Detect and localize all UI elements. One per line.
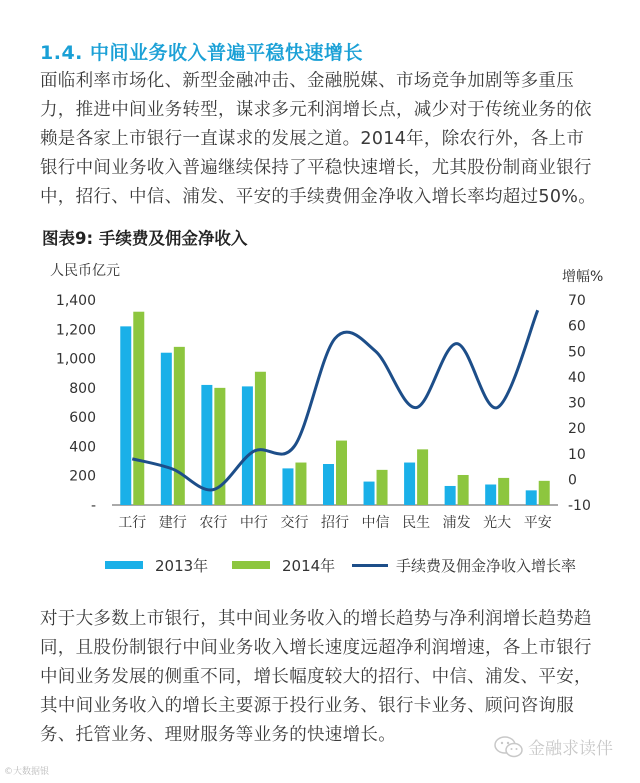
bar-2013 [120, 326, 131, 505]
figure-title: 图表9: 手续费及佣金净收入 [42, 229, 248, 248]
y-right-tick-label: 30 [568, 395, 586, 412]
x-tick-label: 中行 [239, 515, 268, 531]
paragraph-line: 其中间业务收入的增长主要源于投行业务、银行卡业务、顾问咨询服 [40, 696, 574, 716]
paragraph-line: 对于大多数上市银行，其中间业务收入的增长趋势与净利润增长趋势趋 [40, 609, 592, 629]
y-right-tick-label: 50 [568, 344, 586, 361]
bar-2014 [174, 347, 185, 505]
bar-2013 [445, 486, 456, 505]
paragraph-line: 中，招行、中信、浦发、平安的手续费佣金净收入增长率均超过50%。 [40, 187, 596, 207]
x-tick-label: 招行 [321, 515, 349, 531]
legend-swatch-2014 [232, 561, 270, 569]
y-right-tick-label: 20 [568, 421, 586, 438]
legend-swatch-2013 [105, 561, 143, 569]
watermark-text: 金融求读伴 [528, 739, 613, 759]
y-axis-right-title: 增幅% [562, 269, 604, 285]
paragraph-line: 银行中间业务收入普遍继续保持了平稳快速增长，尤其股份制商业银行 [40, 158, 592, 178]
y-right-tick-label: 60 [568, 318, 586, 335]
bar-2014 [377, 470, 388, 505]
x-tick-label: 浦发 [442, 515, 471, 531]
bar-2013 [323, 464, 334, 505]
bar-2013 [161, 353, 172, 505]
legend-label-growth: 手续费及佣金净收入增长率 [396, 556, 577, 575]
section-heading: 1.4. 中间业务收入普遍平稳快速增长 [40, 42, 363, 64]
paragraph-line: 赖是各家上市银行一直谋求的发展之道。2014年，除农行外，各上市 [40, 129, 585, 149]
legend-swatch-growth [352, 564, 388, 567]
analysis-paragraph [40, 605, 620, 750]
bar-2014 [417, 449, 428, 505]
x-tick-label: 农行 [199, 515, 228, 531]
bar-2014 [498, 478, 509, 505]
y-left-tick-label: 600 [69, 410, 96, 427]
bar-2013 [282, 468, 293, 505]
legend-label-2013: 2013年 [155, 556, 209, 575]
wechat-icon [494, 735, 524, 759]
bar-2014 [458, 475, 469, 505]
intro-paragraph [40, 67, 620, 212]
y-left-tick-label: 1,000 [55, 351, 96, 368]
bar-2014 [295, 463, 306, 505]
y-right-tick-label: 70 [568, 293, 586, 309]
x-tick-label: 光大 [483, 515, 512, 531]
legend-item-2014 [232, 553, 335, 577]
y-left-tick-label: 1,200 [55, 322, 96, 339]
bar-2014 [255, 372, 266, 505]
paragraph-line: 务、托管业务、理财服务等业务的快速增长。 [40, 725, 396, 745]
y-right-tick-label: 10 [568, 446, 586, 463]
legend-item-2013 [105, 553, 208, 577]
legend-item-growth [352, 553, 576, 577]
bar-2014 [539, 481, 550, 505]
bar-2013 [242, 386, 253, 505]
bar-2013 [404, 463, 415, 505]
bar-2013 [364, 482, 375, 505]
y-left-tick-label: - [90, 498, 96, 514]
x-tick-label: 平安 [523, 515, 552, 531]
bar-2014 [336, 441, 347, 505]
paragraph-line: 中间业务发展的侧重不同，增长幅度较大的招行、中信、浦发、平安， [40, 667, 592, 687]
x-tick-label: 中信 [361, 515, 390, 531]
y-left-tick-label: 400 [69, 439, 96, 456]
bar-2013 [526, 490, 537, 505]
x-tick-label: 工行 [118, 515, 147, 531]
x-tick-label: 建行 [158, 515, 187, 531]
y-axis-left-title: 人民币亿元 [50, 263, 120, 279]
y-left-tick-label: 200 [69, 468, 96, 485]
y-right-tick-label: 40 [568, 369, 586, 386]
paragraph-line: 力，推进中间业务转型，谋求多元利润增长点，减少对于传统业务的依 [40, 100, 592, 120]
bar-2014 [133, 312, 144, 505]
y-left-tick-label: 800 [69, 380, 96, 397]
fee-income-chart [0, 250, 640, 550]
y-left-tick-label: 1,400 [55, 293, 96, 309]
y-right-tick-label: 0 [568, 472, 577, 489]
wechat-watermark [494, 734, 613, 759]
legend-label-2014: 2014年 [282, 556, 336, 575]
y-right-tick-label: -10 [568, 498, 591, 514]
footer-source-mark: ©大数据银 [4, 767, 50, 777]
paragraph-line: 同，且股份制银行中间业务收入增长速度远超净利润增速，各上市银行 [40, 638, 592, 658]
x-tick-label: 民生 [402, 515, 431, 531]
bar-2013 [485, 485, 496, 506]
x-tick-label: 交行 [280, 515, 309, 531]
paragraph-line: 面临利率市场化、新型金融冲击、金融脱媒、市场竞争加剧等多重压 [40, 71, 574, 91]
growth-rate-line [132, 310, 537, 490]
